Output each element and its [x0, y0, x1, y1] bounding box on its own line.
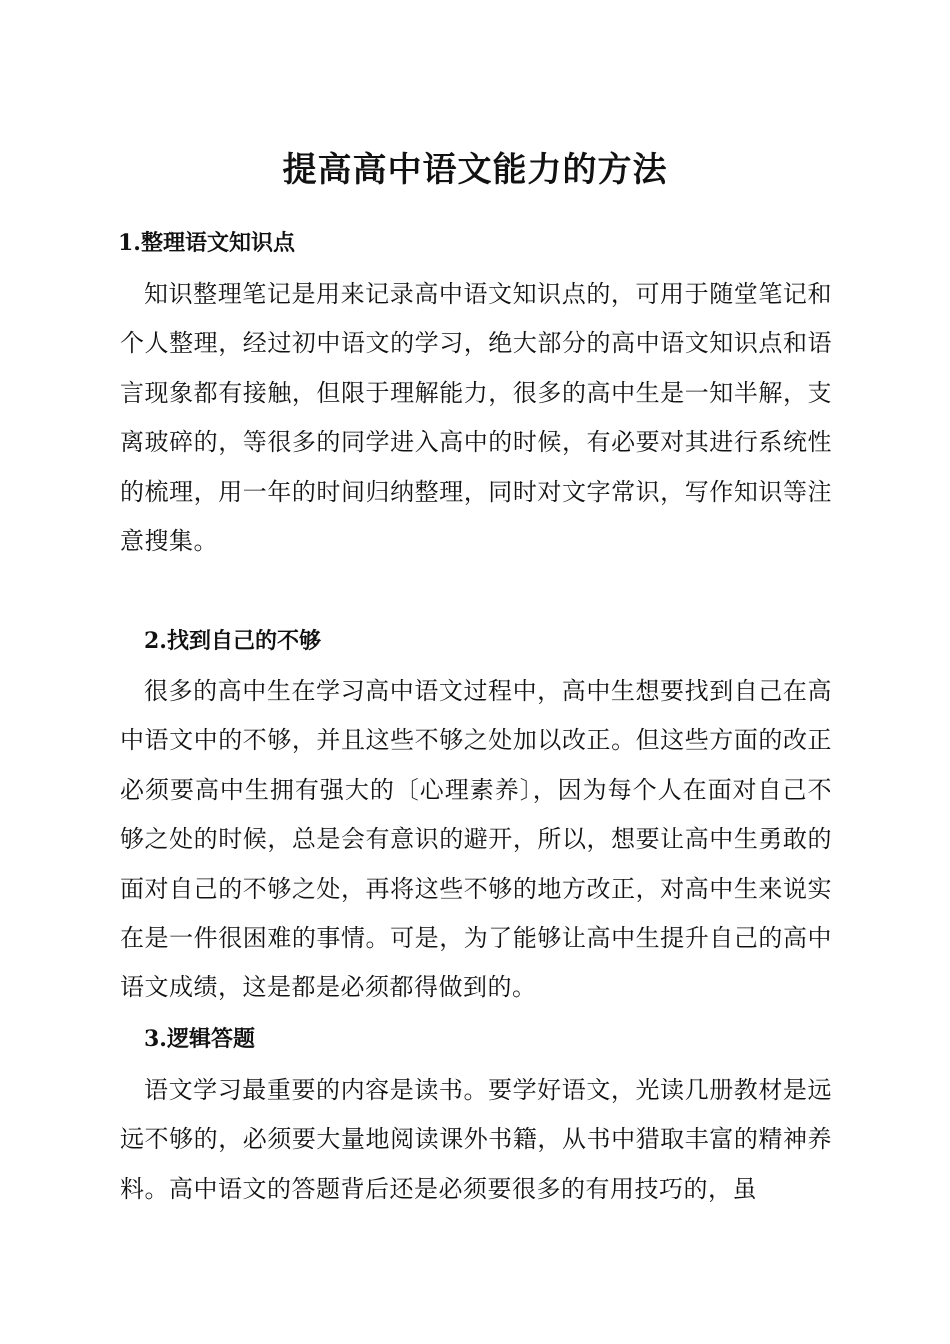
- section-paragraph-3: 语文学习最重要的内容是读书。要学好语文，光读几册教材是远远不够的，必须要大量地阅读课外书籍，从书中猎取丰富的精神养料。高中语文的答题背后还是必须要很多的有用技巧的，虽: [120, 1076, 832, 1203]
- section-paragraph-1: 知识整理笔记是用来记录高中语文知识点的，可用于随堂笔记和个人整理，经过初中语文的学习，绝大部分的高中语文知识点和语言现象都有接触，但限于理解能力，很多的高中生是一知半解，支离玻碎的，等很多的同学进入高中的时候，有必要对其进行系统性的梳理，用一年的时间归纳整理，同时对文字常识，写作知识等注意搜集。: [120, 280, 832, 556]
- section-heading-2: 2.找到自己的不够: [144, 628, 321, 654]
- section-paragraph-2: 很多的高中生在学习高中语文过程中，高中生想要找到自己在高中语文中的不够，并且这些不够之处加以改正。但这些方面的改正必须要高中生拥有强大的〔心理素养〕，因为每个人在面对自己不够之处的时候，总是会有意识的避开，所以，想要让高中生勇敢的面对自己的不够之处，再将这些不够的地方改正，对高中生来说实在是一件很困难的事情。可是，为了能够让高中生提升自己的高中语文成绩，这是都是必须都得做到的。: [120, 677, 832, 1002]
- section-heading-1: 1.整理语文知识点: [118, 230, 295, 256]
- document-title: 提高高中语文能力的方法: [282, 150, 668, 190]
- section-heading-3: 3.逻辑答题: [144, 1026, 255, 1052]
